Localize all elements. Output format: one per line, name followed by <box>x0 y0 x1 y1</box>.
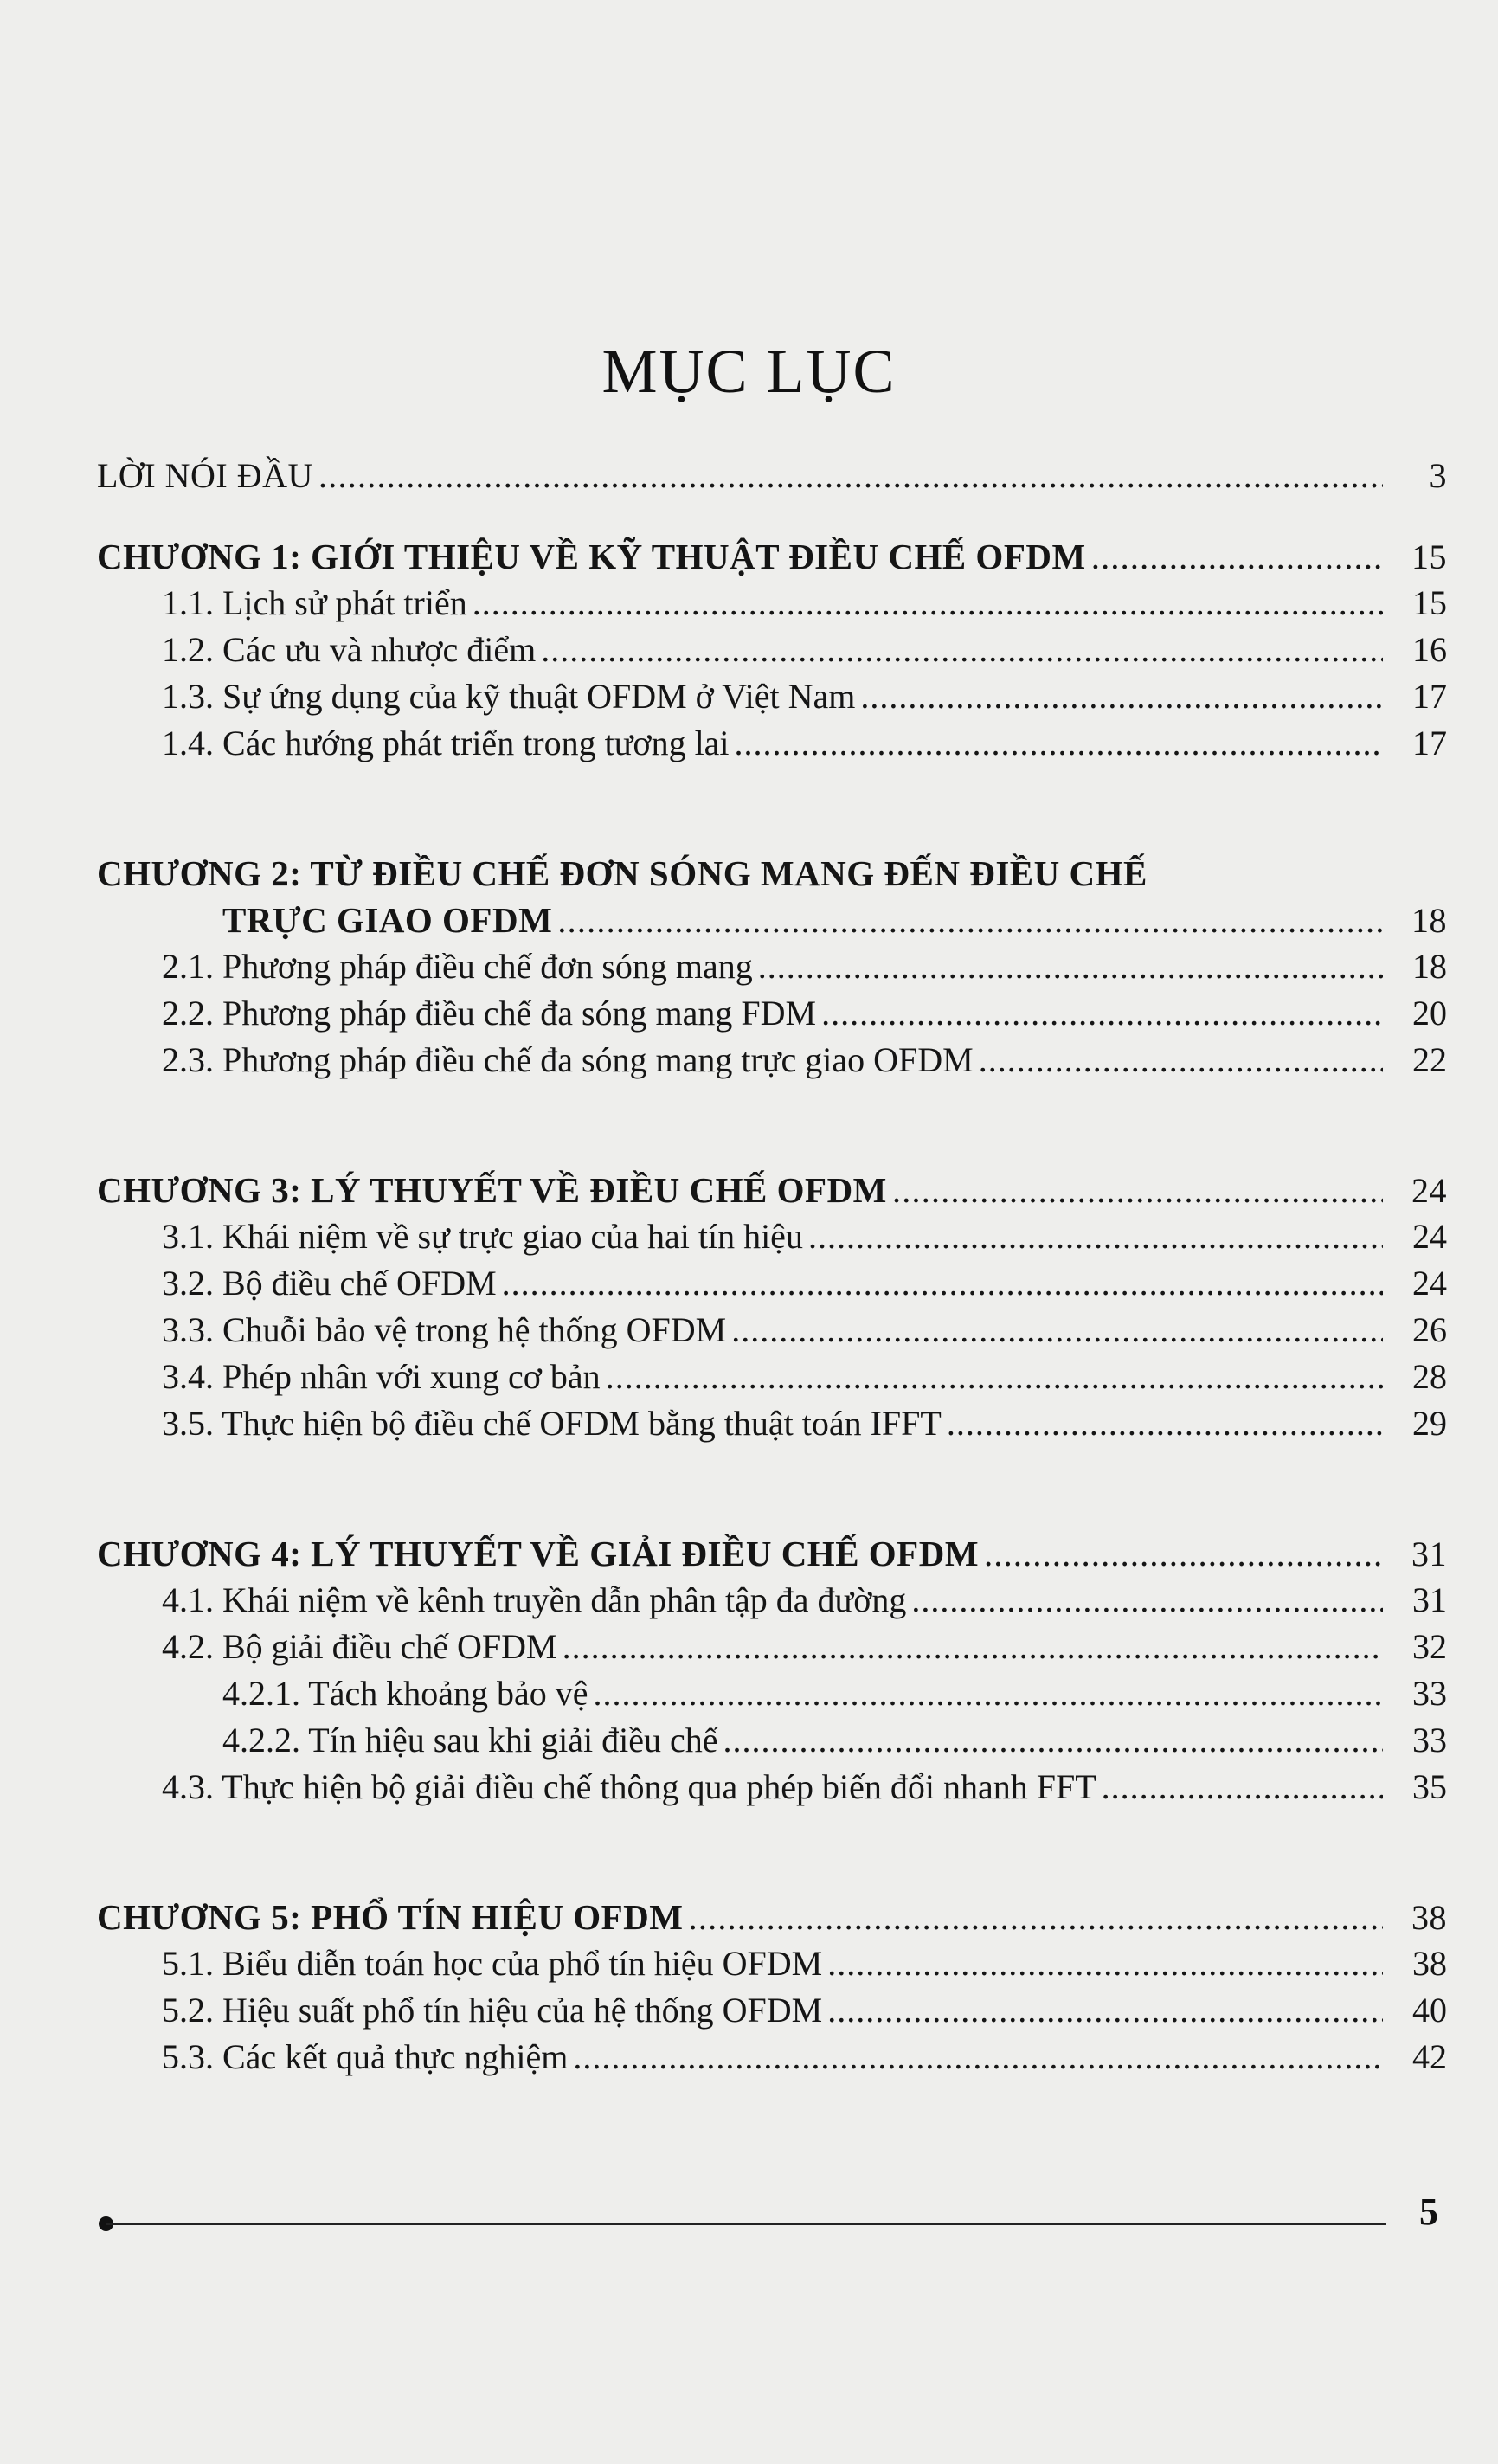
toc-chapter-label: TRỰC GIAO OFDM <box>222 900 553 940</box>
toc-entry-label: 3.3. Chuỗi bảo vệ trong hệ thống OFDM <box>162 1310 727 1349</box>
leader-dots <box>758 946 1383 987</box>
leader-dots <box>892 1169 1383 1211</box>
toc-entry-label: 4.2.2. Tín hiệu sau khi giải điều chế <box>222 1721 718 1760</box>
toc-page-number: 16 <box>1412 630 1447 669</box>
toc-entry-label: 3.2. Bộ điều chế OFDM <box>162 1264 497 1303</box>
leader-dots <box>735 723 1383 763</box>
toc-entry-2-3[interactable] <box>97 1039 1447 1086</box>
toc-chapter-label: CHƯƠNG 4: LÝ THUYẾT VỀ GIẢI ĐIỀU CHẾ OFDM <box>97 1534 980 1573</box>
leader-dots <box>688 1896 1383 1938</box>
toc-entry-5-3[interactable] <box>97 2036 1447 2083</box>
toc-page-number: 15 <box>1411 537 1447 576</box>
toc-entry-label: 3.4. Phép nhân với xung cơ bản <box>162 1357 601 1396</box>
toc-chapter-label: CHƯƠNG 3: LÝ THUYẾT VỀ ĐIỀU CHẾ OFDM <box>97 1170 887 1210</box>
toc-page-number: 40 <box>1412 1991 1447 2030</box>
toc-entry-label: 2.1. Phương pháp điều chế đơn sóng mang <box>162 947 753 986</box>
toc-chapter-4[interactable] <box>97 1533 1447 1579</box>
toc-entry-4-2[interactable] <box>97 1626 1447 1673</box>
leader-dots <box>827 1943 1383 1984</box>
toc-entry-3-2[interactable] <box>97 1263 1447 1309</box>
toc-entry-label: LỜI NÓI ĐẦU <box>97 456 313 495</box>
toc-entry-label: 1.2. Các ưu và nhược điểm <box>162 630 537 669</box>
toc-entry-label: 4.3. Thực hiện bộ giải điều chế thông qua phép biến đổi nhanh FFT <box>162 1767 1096 1806</box>
toc-entry-1-3[interactable] <box>97 676 1447 723</box>
toc-page-number: 35 <box>1412 1767 1447 1806</box>
toc-chapter-1[interactable] <box>97 536 1447 582</box>
toc-page-number: 38 <box>1411 1898 1447 1937</box>
toc-page-number: 15 <box>1412 583 1447 622</box>
toc-page-number: 38 <box>1412 1944 1447 1983</box>
leader-dots <box>860 676 1383 717</box>
footer-page-number: 5 <box>1419 2191 1438 2233</box>
toc-page-number: 33 <box>1412 1674 1447 1713</box>
toc-page-number: 31 <box>1412 1580 1447 1619</box>
toc-entry-label: 3.5. Thực hiện bộ điều chế OFDM bằng thuật toán IFFT <box>162 1404 942 1443</box>
leader-dots <box>473 582 1383 623</box>
leader-dots <box>502 1263 1383 1303</box>
toc-page-number: 24 <box>1412 1217 1447 1256</box>
toc-entry-4-3[interactable] <box>97 1766 1447 1813</box>
toc-entry-label: 3.1. Khái niệm về sự trực giao của hai tín hiệu <box>162 1217 803 1256</box>
toc-page-number: 3 <box>1429 456 1447 495</box>
toc-entry-5-2[interactable] <box>97 1990 1447 2036</box>
toc-chapter-label: CHƯƠNG 1: GIỚI THIỆU VỀ KỸ THUẬT ĐIỀU CHẾ OFDM <box>97 537 1086 576</box>
leader-dots <box>979 1039 1383 1080</box>
toc-page-number: 24 <box>1412 1264 1447 1303</box>
toc-entry-4-2-1[interactable] <box>97 1673 1447 1720</box>
toc-entry-label: 4.2.1. Tách khoảng bảo vệ <box>222 1674 588 1713</box>
leader-dots <box>1102 1766 1383 1807</box>
leader-dots <box>318 454 1383 496</box>
toc-page-number: 31 <box>1411 1534 1447 1573</box>
leader-dots <box>573 2036 1383 2077</box>
leader-dots <box>541 629 1383 670</box>
table-of-contents <box>97 454 1447 2083</box>
toc-entry-5-1[interactable] <box>97 1943 1447 1990</box>
toc-page-number: 17 <box>1412 677 1447 716</box>
leader-dots <box>821 993 1383 1033</box>
toc-entry-3-5[interactable] <box>97 1403 1447 1450</box>
toc-entry-1-2[interactable] <box>97 629 1447 676</box>
toc-entry-1-1[interactable] <box>97 582 1447 629</box>
toc-page-number: 18 <box>1411 901 1447 940</box>
leader-dots <box>984 1533 1383 1574</box>
toc-entry-1-4[interactable] <box>97 723 1447 769</box>
toc-page-number: 18 <box>1412 947 1447 986</box>
toc-page-number: 22 <box>1412 1040 1447 1079</box>
leader-dots <box>606 1356 1383 1397</box>
leader-dots <box>593 1673 1383 1714</box>
leader-dots <box>911 1579 1383 1620</box>
toc-entry-3-3[interactable] <box>97 1309 1447 1356</box>
toc-entry-label: 4.1. Khái niệm về kênh truyền dẫn phân tập đa đường <box>162 1580 907 1619</box>
toc-entry-label: 5.2. Hiệu suất phổ tín hiệu của hệ thống OFDM <box>162 1991 823 2030</box>
toc-page-number: 24 <box>1411 1171 1447 1210</box>
toc-chapter-2-line1[interactable]: CHƯƠNG 2: TỪ ĐIỀU CHẾ ĐƠN SÓNG MANG ĐẾN ĐIỀU CHẾ <box>97 853 1148 893</box>
toc-page-number: 33 <box>1412 1721 1447 1760</box>
toc-entry-preface[interactable] <box>97 454 1447 501</box>
toc-entry-label: 1.4. Các hướng phát triển trong tương lai <box>162 724 730 762</box>
leader-dots <box>563 1626 1383 1667</box>
toc-page-number: 28 <box>1412 1357 1447 1396</box>
toc-entry-label: 1.3. Sự ứng dụng của kỹ thuật OFDM ở Việt Nam <box>162 677 856 716</box>
toc-page-number: 29 <box>1412 1404 1447 1443</box>
toc-page-number: 26 <box>1412 1310 1447 1349</box>
page-title: MỤC LỤC <box>601 337 897 406</box>
toc-entry-label: 2.2. Phương pháp điều chế đa sóng mang FDM <box>162 994 817 1033</box>
toc-entry-4-1[interactable] <box>97 1579 1447 1626</box>
toc-entry-3-1[interactable] <box>97 1216 1447 1263</box>
toc-chapter-3[interactable] <box>97 1169 1447 1216</box>
toc-chapter-2[interactable] <box>97 899 1447 946</box>
toc-entry-4-2-2[interactable] <box>97 1720 1447 1766</box>
toc-chapter-label: CHƯƠNG 5: PHỔ TÍN HIỆU OFDM <box>97 1897 684 1937</box>
footer-rule <box>106 2223 1386 2225</box>
toc-entry-label: 5.1. Biểu diễn toán học của phổ tín hiệu OFDM <box>162 1944 823 1983</box>
leader-dots <box>557 899 1383 941</box>
toc-entry-label: 2.3. Phương pháp điều chế đa sóng mang trực giao OFDM <box>162 1040 974 1079</box>
toc-page-number: 17 <box>1412 724 1447 762</box>
leader-dots <box>947 1403 1383 1444</box>
leader-dots <box>731 1309 1383 1350</box>
toc-entry-2-1[interactable] <box>97 946 1447 993</box>
toc-entry-label: 1.1. Lịch sử phát triển <box>162 583 467 622</box>
leader-dots <box>1091 536 1383 577</box>
leader-dots <box>723 1720 1383 1760</box>
toc-entry-3-4[interactable] <box>97 1356 1447 1403</box>
toc-chapter-5[interactable] <box>97 1896 1447 1943</box>
toc-page-number: 32 <box>1412 1627 1447 1666</box>
leader-dots <box>827 1990 1383 2030</box>
leader-dots <box>808 1216 1383 1257</box>
toc-entry-2-2[interactable] <box>97 993 1447 1039</box>
toc-page-number: 42 <box>1412 2037 1447 2076</box>
toc-page-number: 20 <box>1412 994 1447 1033</box>
toc-entry-label: 5.3. Các kết quả thực nghiệm <box>162 2037 569 2076</box>
bleed-through-texture <box>363 138 1471 346</box>
toc-entry-label: 4.2. Bộ giải điều chế OFDM <box>162 1627 557 1666</box>
